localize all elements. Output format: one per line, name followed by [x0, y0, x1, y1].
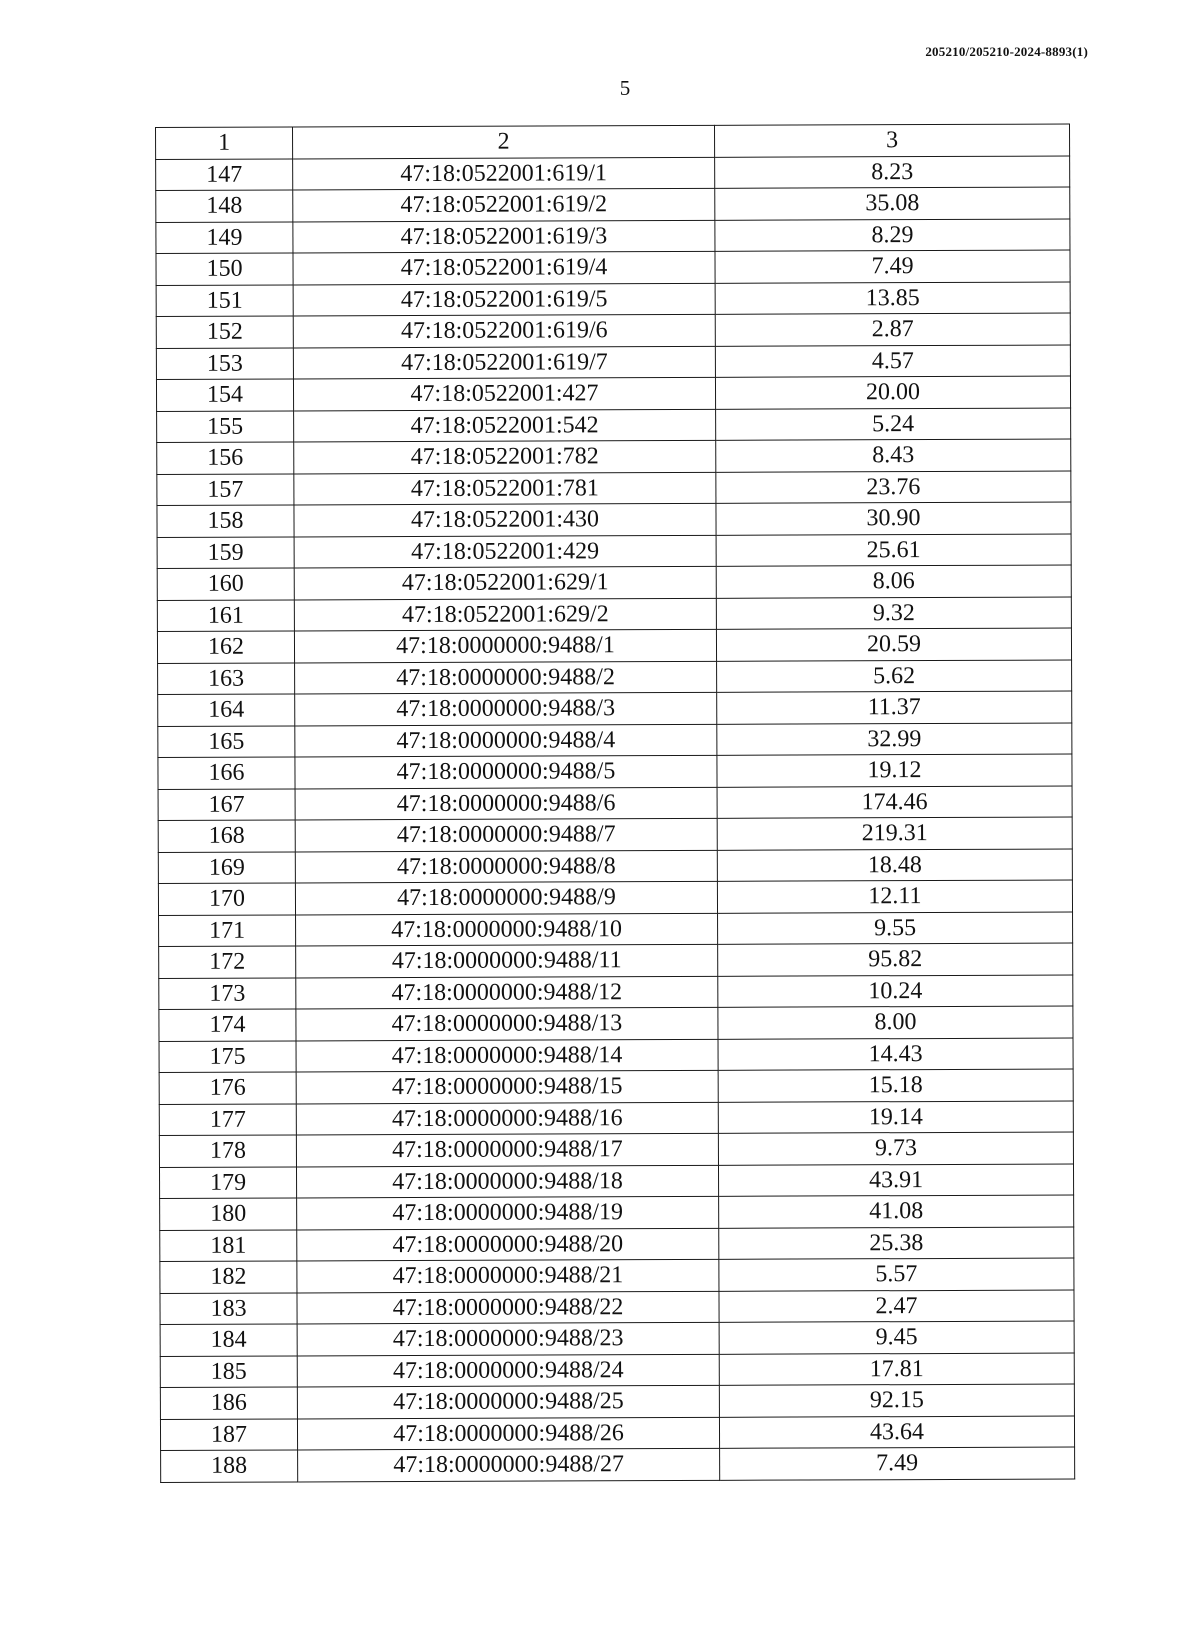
table-row	[158, 691, 1072, 726]
value-cell: 5.62	[717, 659, 1072, 692]
data-table	[155, 123, 1075, 1482]
value-cell: 219.31	[717, 817, 1072, 850]
row-number-cell: 178	[159, 1135, 296, 1167]
value-cell: 25.61	[716, 533, 1071, 566]
value-cell: 2.47	[719, 1289, 1074, 1322]
value-cell: 8.06	[716, 565, 1071, 598]
table-row	[157, 628, 1071, 663]
cadastral-number-cell: 47:18:0522001:781	[294, 472, 716, 505]
value-cell: 2.87	[715, 313, 1070, 346]
table-row	[158, 880, 1072, 915]
row-number-cell: 158	[157, 505, 294, 537]
row-number-cell: 182	[160, 1261, 297, 1293]
row-number-cell: 162	[157, 631, 294, 663]
row-number-cell: 163	[158, 662, 295, 694]
row-number-cell: 160	[157, 568, 294, 600]
value-cell: 30.90	[716, 502, 1071, 535]
table-row	[156, 187, 1070, 222]
cadastral-number-cell: 47:18:0000000:9488/5	[295, 755, 717, 788]
row-number-cell: 177	[159, 1103, 296, 1135]
cadastral-number-cell: 47:18:0522001:629/2	[294, 598, 716, 631]
cadastral-number-cell: 47:18:0000000:9488/23	[297, 1322, 719, 1355]
value-cell: 43.64	[719, 1415, 1074, 1448]
cadastral-number-cell: 47:18:0522001:619/2	[293, 188, 715, 221]
cadastral-number-cell: 47:18:0522001:619/6	[293, 314, 715, 347]
table-row	[158, 754, 1072, 789]
row-number-cell: 161	[157, 599, 294, 631]
row-number-cell: 187	[160, 1418, 297, 1450]
row-number-cell: 170	[158, 883, 295, 915]
cadastral-number-cell: 47:18:0000000:9488/25	[297, 1385, 719, 1418]
row-number-cell: 154	[156, 379, 293, 411]
row-number-cell: 186	[160, 1387, 297, 1419]
table-row	[159, 911, 1073, 946]
table-row	[159, 1132, 1073, 1167]
cadastral-number-cell: 47:18:0000000:9488/26	[297, 1417, 719, 1450]
table-row	[158, 722, 1072, 757]
table-row	[159, 943, 1073, 978]
header-row	[156, 124, 1070, 159]
cadastral-number-cell: 47:18:0000000:9488/9	[295, 881, 717, 914]
cadastral-number-cell: 47:18:0522001:629/1	[294, 566, 716, 599]
value-cell: 32.99	[717, 722, 1072, 755]
row-number-cell: 173	[159, 977, 296, 1009]
value-cell: 20.00	[715, 376, 1070, 409]
row-number-cell: 172	[159, 946, 296, 978]
row-number-cell: 180	[160, 1198, 297, 1230]
row-number-cell: 147	[156, 158, 293, 190]
value-cell: 10.24	[718, 974, 1073, 1007]
row-number-cell: 150	[156, 253, 293, 285]
value-cell: 7.49	[715, 250, 1070, 283]
row-number-cell: 166	[158, 757, 295, 789]
cadastral-number-cell: 47:18:0000000:9488/22	[297, 1291, 719, 1324]
cadastral-number-cell: 47:18:0000000:9488/21	[297, 1259, 719, 1292]
cadastral-number-cell: 47:18:0522001:427	[293, 377, 715, 410]
table-row	[160, 1321, 1074, 1356]
value-cell: 9.45	[719, 1321, 1074, 1354]
table-row	[160, 1352, 1074, 1387]
page-number: 5	[619, 76, 631, 100]
cadastral-number-cell: 47:18:0522001:619/5	[293, 283, 715, 316]
row-number-cell: 152	[156, 316, 293, 348]
table-row	[159, 974, 1073, 1009]
cadastral-number-cell: 47:18:0000000:9488/12	[296, 976, 718, 1009]
value-cell: 4.57	[715, 344, 1070, 377]
cadastral-number-cell: 47:18:0522001:619/3	[293, 220, 715, 253]
table-row	[160, 1195, 1074, 1230]
row-number-cell: 169	[158, 851, 295, 883]
table-body	[156, 155, 1075, 1481]
value-cell: 14.43	[718, 1037, 1073, 1070]
table-row	[156, 344, 1070, 379]
value-cell: 11.37	[717, 691, 1072, 724]
value-cell: 20.59	[716, 628, 1071, 661]
value-cell: 23.76	[716, 470, 1071, 503]
cadastral-number-cell: 47:18:0000000:9488/4	[295, 724, 717, 757]
value-cell: 92.15	[719, 1384, 1074, 1417]
cadastral-number-cell: 47:18:0000000:9488/24	[297, 1354, 719, 1387]
value-cell: 95.82	[718, 943, 1073, 976]
table-row	[160, 1384, 1074, 1419]
table-row	[156, 313, 1070, 348]
row-number-cell: 181	[160, 1229, 297, 1261]
cadastral-number-cell: 47:18:0000000:9488/3	[295, 692, 717, 725]
row-number-cell: 188	[161, 1450, 298, 1482]
value-cell: 25.38	[719, 1226, 1074, 1259]
table-row	[159, 1100, 1073, 1135]
cadastral-number-cell: 47:18:0000000:9488/2	[295, 661, 717, 694]
row-number-cell: 165	[158, 725, 295, 757]
cadastral-number-cell: 47:18:0000000:9488/16	[296, 1102, 718, 1135]
table-row	[157, 407, 1071, 442]
value-cell: 41.08	[719, 1195, 1074, 1228]
row-number-cell: 174	[159, 1009, 296, 1041]
value-cell: 8.29	[715, 218, 1070, 251]
cadastral-number-cell: 47:18:0522001:542	[294, 409, 716, 442]
table-row	[160, 1415, 1074, 1450]
value-cell: 9.55	[718, 911, 1073, 944]
cadastral-number-cell: 47:18:0000000:9488/8	[295, 850, 717, 883]
value-cell: 18.48	[717, 848, 1072, 881]
cadastral-number-cell: 47:18:0522001:619/4	[293, 251, 715, 284]
value-cell: 7.49	[720, 1447, 1075, 1480]
row-number-cell: 149	[156, 221, 293, 253]
column-header-3: 3	[714, 124, 1069, 157]
table-row	[157, 596, 1071, 631]
value-cell: 174.46	[717, 785, 1072, 818]
table-row	[159, 1163, 1073, 1198]
row-number-cell: 183	[160, 1292, 297, 1324]
row-number-cell: 168	[158, 820, 295, 852]
column-header-2: 2	[293, 125, 715, 158]
cadastral-number-cell: 47:18:0522001:782	[294, 440, 716, 473]
table-row	[159, 1006, 1073, 1041]
row-number-cell: 185	[160, 1355, 297, 1387]
table-row	[156, 218, 1070, 253]
value-cell: 9.73	[718, 1132, 1073, 1165]
value-cell: 12.11	[717, 880, 1072, 913]
cadastral-number-cell: 47:18:0522001:429	[294, 535, 716, 568]
row-number-cell: 159	[157, 536, 294, 568]
table-row	[161, 1447, 1075, 1482]
table-row	[158, 659, 1072, 694]
value-cell: 19.14	[718, 1100, 1073, 1133]
row-number-cell: 148	[156, 190, 293, 222]
value-cell: 8.43	[716, 439, 1071, 472]
table-row	[157, 565, 1071, 600]
cadastral-number-cell: 47:18:0000000:9488/6	[295, 787, 717, 820]
row-number-cell: 179	[159, 1166, 296, 1198]
table-row	[157, 502, 1071, 537]
cadastral-number-cell: 47:18:0000000:9488/27	[298, 1448, 720, 1481]
table-row	[158, 785, 1072, 820]
table-row	[156, 281, 1070, 316]
row-number-cell: 157	[157, 473, 294, 505]
value-cell: 8.00	[718, 1006, 1073, 1039]
row-number-cell: 153	[156, 347, 293, 379]
cadastral-number-cell: 47:18:0000000:9488/18	[296, 1165, 718, 1198]
cadastral-number-cell: 47:18:0000000:9488/7	[295, 818, 717, 851]
row-number-cell: 156	[157, 442, 294, 474]
row-number-cell: 151	[156, 284, 293, 316]
value-cell: 9.32	[716, 596, 1071, 629]
document-id: 205210/205210-2024-8893(1)	[925, 44, 1088, 59]
value-cell: 5.24	[716, 407, 1071, 440]
value-cell: 13.85	[715, 281, 1070, 314]
table-row	[158, 817, 1072, 852]
table-header	[156, 124, 1070, 159]
value-cell: 43.91	[718, 1163, 1073, 1196]
value-cell: 19.12	[717, 754, 1072, 787]
row-number-cell: 164	[158, 694, 295, 726]
cadastral-number-cell: 47:18:0000000:9488/11	[296, 944, 718, 977]
cadastral-number-cell: 47:18:0522001:430	[294, 503, 716, 536]
cadastral-number-cell: 47:18:0000000:9488/13	[296, 1007, 718, 1040]
cadastral-number-cell: 47:18:0000000:9488/19	[297, 1196, 719, 1229]
table-row	[159, 1037, 1073, 1072]
cadastral-number-cell: 47:18:0000000:9488/10	[296, 913, 718, 946]
value-cell: 17.81	[719, 1352, 1074, 1385]
row-number-cell: 171	[159, 914, 296, 946]
table-row	[158, 848, 1072, 883]
cadastral-number-cell: 47:18:0000000:9488/15	[296, 1070, 718, 1103]
row-number-cell: 184	[160, 1324, 297, 1356]
table-row	[160, 1226, 1074, 1261]
cadastral-number-cell: 47:18:0522001:619/7	[293, 346, 715, 379]
value-cell: 5.57	[719, 1258, 1074, 1291]
table-row	[156, 155, 1070, 190]
table-row	[156, 376, 1070, 411]
row-number-cell: 176	[159, 1072, 296, 1104]
cadastral-number-cell: 47:18:0522001:619/1	[293, 157, 715, 190]
table-row	[156, 250, 1070, 285]
column-header-1: 1	[156, 127, 293, 159]
value-cell: 15.18	[718, 1069, 1073, 1102]
value-cell: 35.08	[715, 187, 1070, 220]
cadastral-number-cell: 47:18:0000000:9488/1	[294, 629, 716, 662]
row-number-cell: 167	[158, 788, 295, 820]
table-row	[160, 1289, 1074, 1324]
table-row	[157, 470, 1071, 505]
cadastral-number-cell: 47:18:0000000:9488/17	[296, 1133, 718, 1166]
table-row	[160, 1258, 1074, 1293]
table-row	[157, 439, 1071, 474]
row-number-cell: 175	[159, 1040, 296, 1072]
cadastral-number-cell: 47:18:0000000:9488/14	[296, 1039, 718, 1072]
table-row	[157, 533, 1071, 568]
value-cell: 8.23	[715, 155, 1070, 188]
cadastral-number-cell: 47:18:0000000:9488/20	[297, 1228, 719, 1261]
row-number-cell: 155	[157, 410, 294, 442]
table-row	[159, 1069, 1073, 1104]
